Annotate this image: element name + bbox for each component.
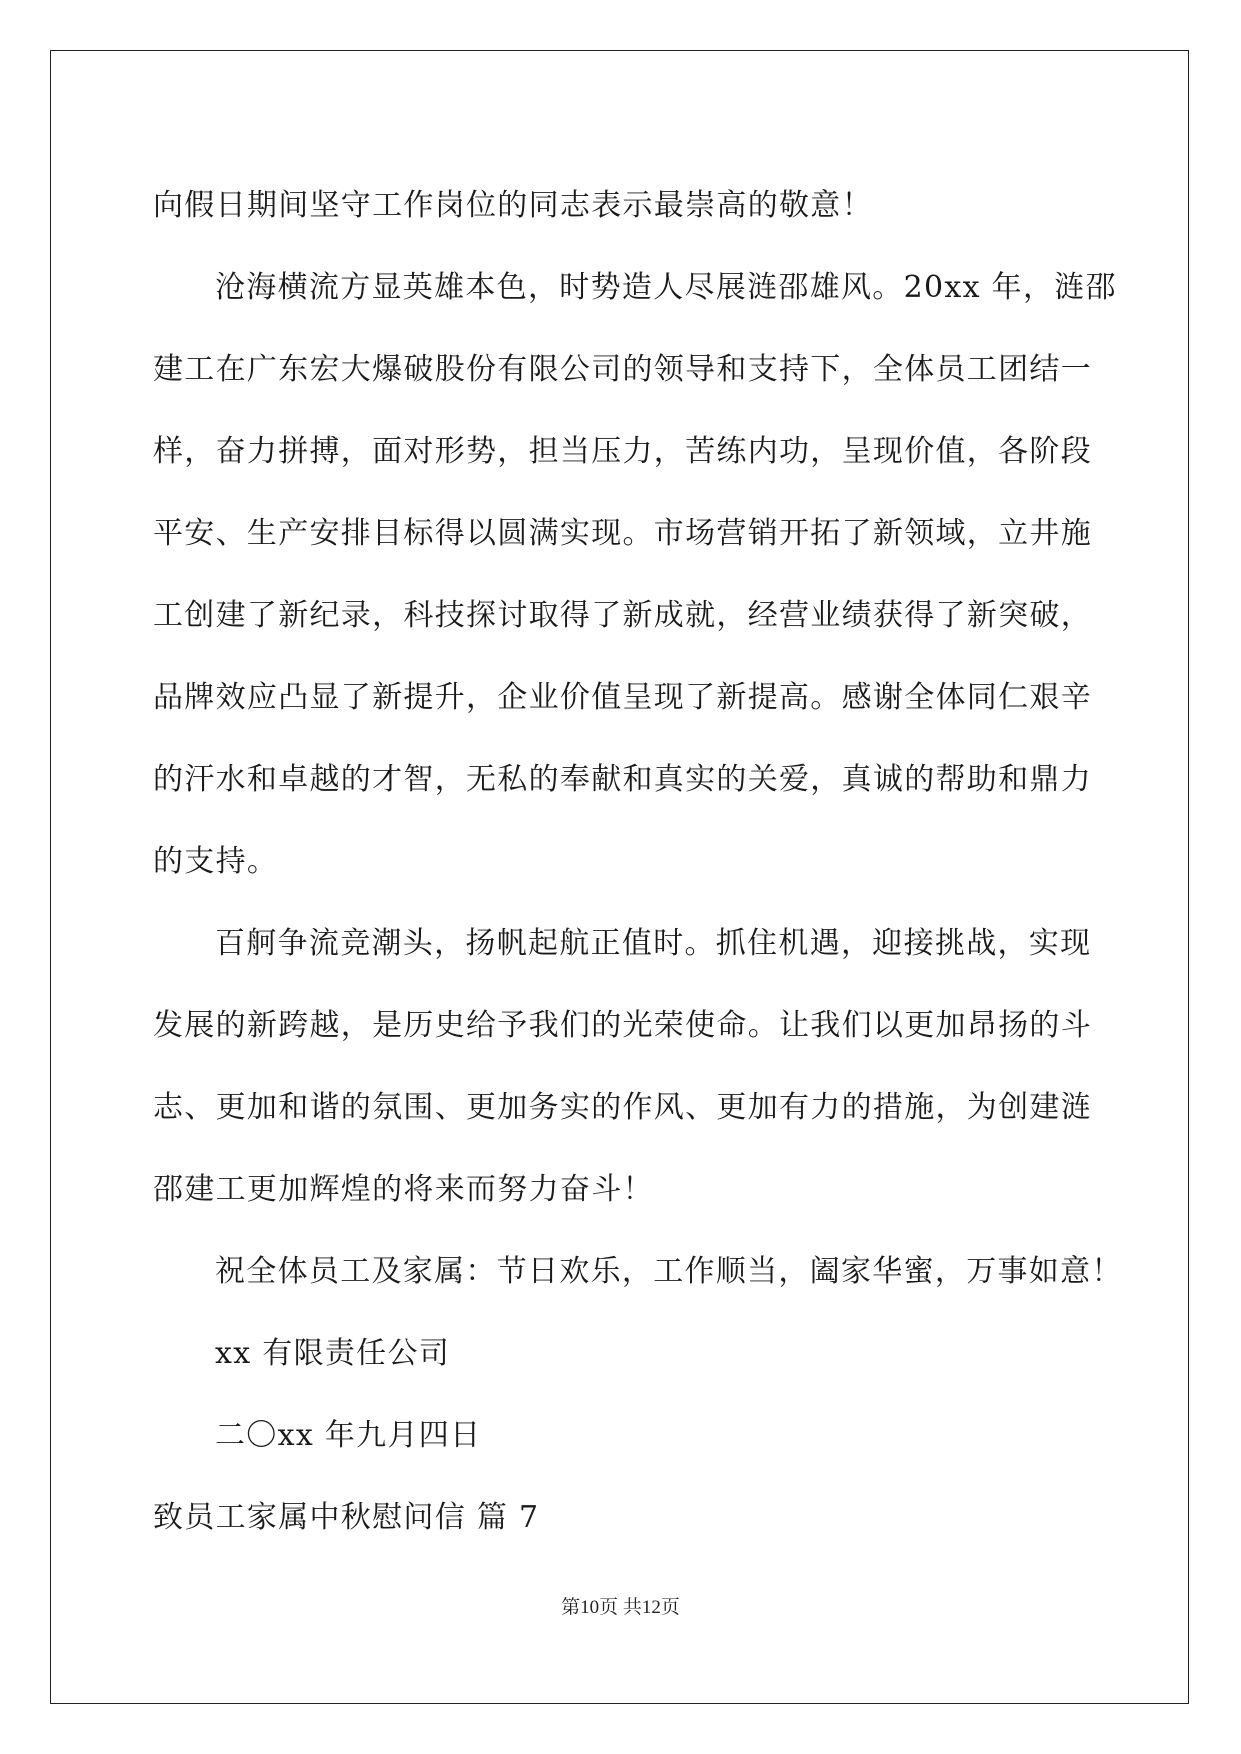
signature-company: xx 有限责任公司 <box>215 1336 451 1371</box>
text-line: 向假日期间坚守工作岗位的同志表示最崇高的敬意！ <box>153 188 873 223</box>
text-line: 的汗水和卓越的才智，无私的奉献和真实的关爱，真诚的帮助和鼎力 <box>153 762 1092 797</box>
text-line: 样，奋力拼搏，面对形势，担当压力，苦练内功，呈现价值，各阶段 <box>153 434 1092 469</box>
text-line: 邵建工更加辉煌的将来而努力奋斗！ <box>153 1172 654 1207</box>
section-heading: 致员工家属中秋慰问信 篇 7 <box>153 1500 540 1535</box>
paragraph-start-line: 百舸争流竞潮头，扬帆起航正值时。抓住机遇，迎接挑战，实现 <box>215 926 1092 961</box>
text-line: 品牌效应凸显了新提升，企业价值呈现了新提高。感谢全体同仁艰辛 <box>153 680 1092 715</box>
paragraph-start-line: 沧海横流方显英雄本色，时势造人尽展涟邵雄风。20xx 年，涟邵 <box>215 270 1117 305</box>
text-line: 建工在广东宏大爆破股份有限公司的领导和支持下，全体员工团结一 <box>153 352 1092 387</box>
document-body <box>153 165 1123 1559</box>
text-line: 工创建了新纪录，科技探讨取得了新成就，经营业绩获得了新突破， <box>153 598 1092 633</box>
signature-date: 二〇xx 年九月四日 <box>215 1418 482 1453</box>
text-line: 志、更加和谐的氛围、更加务实的作风、更加有力的措施，为创建涟 <box>153 1090 1092 1125</box>
text-line: 的支持。 <box>153 844 279 879</box>
greeting-line: 祝全体员工及家属：节日欢乐，工作顺当，阖家华蜜，万事如意！ <box>215 1254 1123 1289</box>
page-number-footer: 第10页 共12页 <box>561 1597 680 1618</box>
text-line: 发展的新跨越，是历史给予我们的光荣使命。让我们以更加昂扬的斗 <box>153 1008 1092 1043</box>
text-line: 平安、生产安排目标得以圆满实现。市场营销开拓了新领域，立井施 <box>153 516 1092 551</box>
